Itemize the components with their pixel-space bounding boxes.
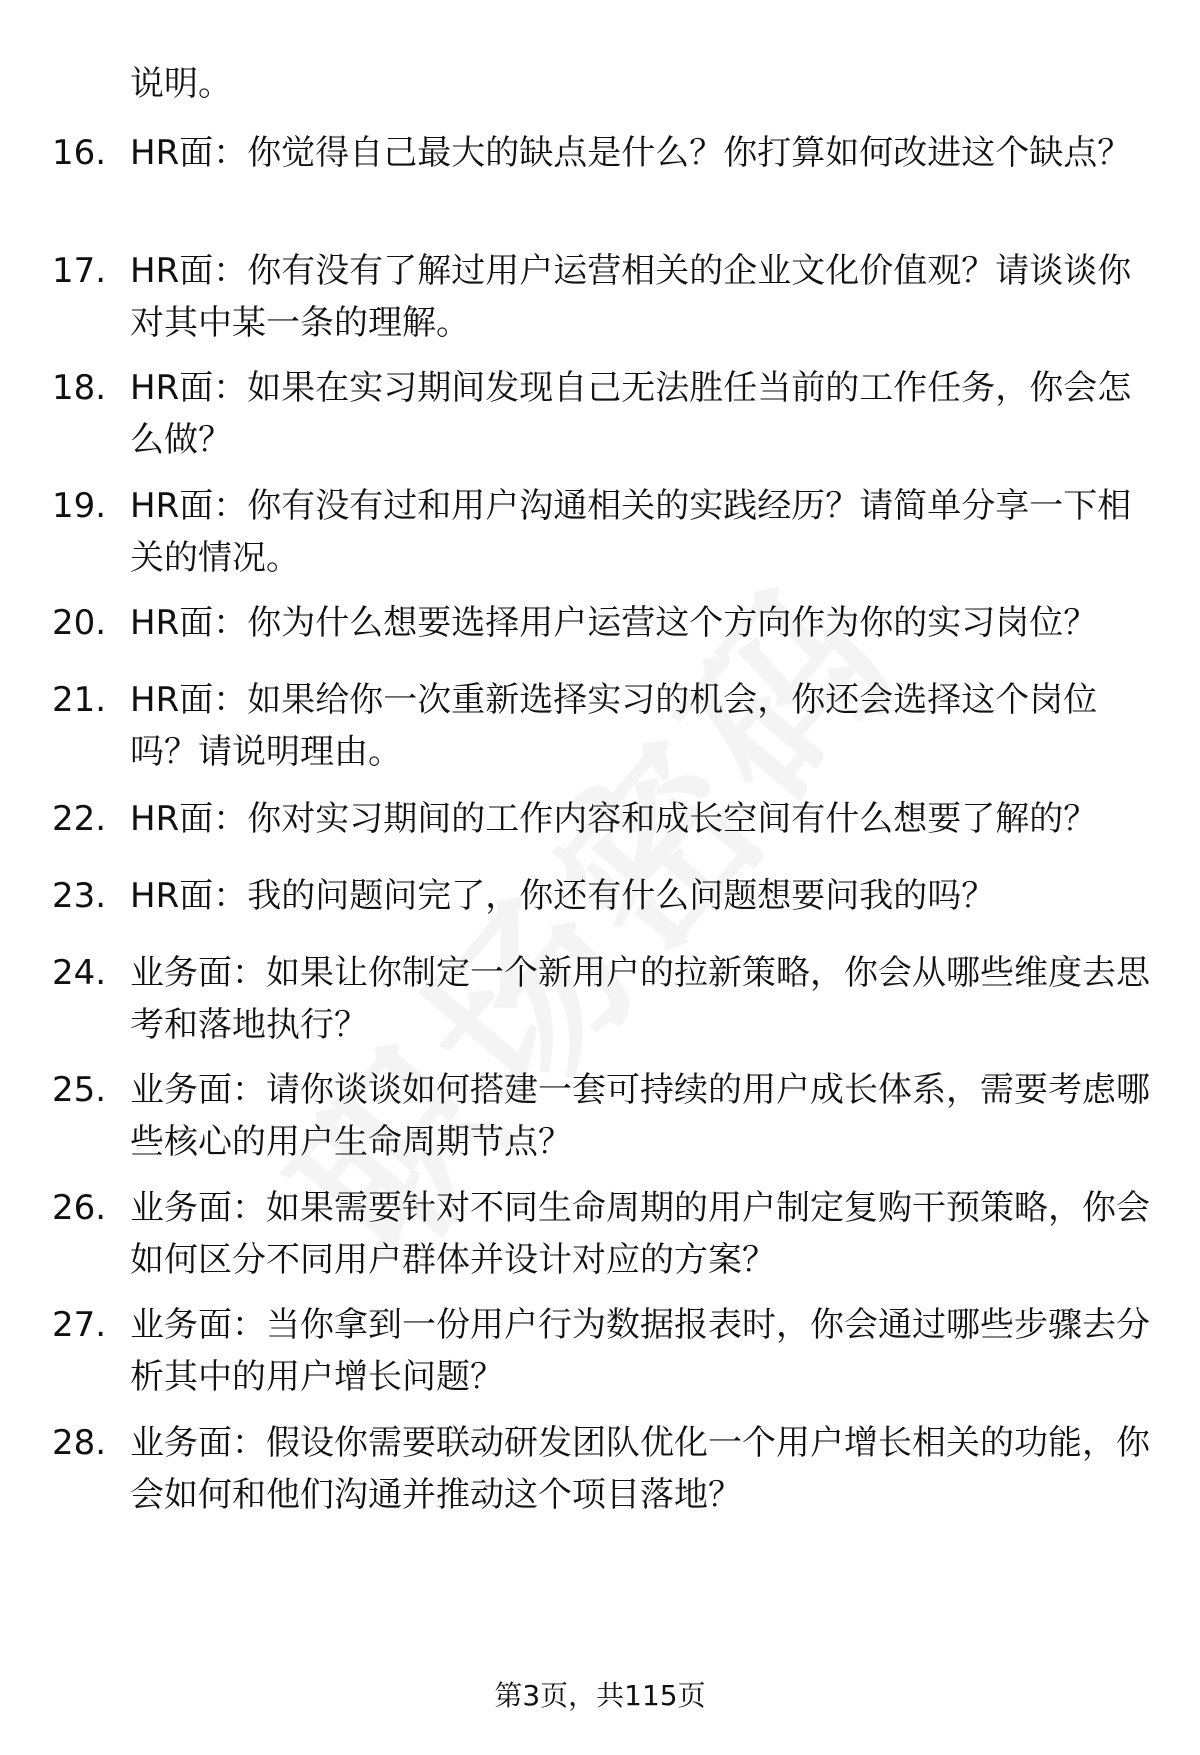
item-number: 23. <box>52 876 107 916</box>
item-text: HR面：如果给你一次重新选择实习的机会，你还会选择这个岗位吗？请说明理由。 <box>130 680 1098 772</box>
page-footer: 第3页，共115页 <box>494 1679 706 1712</box>
item-number: 18. <box>52 368 107 408</box>
item-number: 19. <box>52 486 107 526</box>
item-text: HR面：你有没有过和用户沟通相关的实践经历？请简单分享一下相关的情况。 <box>130 486 1132 578</box>
item-text: HR面：你有没有了解过用户运营相关的企业文化价值观？请谈谈你对其中某一条的理解。 <box>130 251 1132 343</box>
item-number: 24. <box>52 953 107 993</box>
item-text: 业务面：请你谈谈如何搭建一套可持续的用户成长体系，需要考虑哪些核心的用户生命周期节点？ <box>130 1070 1150 1162</box>
item-text: HR面：如果在实习期间发现自己无法胜任当前的工作任务，你会怎么做？ <box>130 368 1132 460</box>
item-text: HR面：你对实习期间的工作内容和成长空间有什么想要了解的？ <box>130 799 1098 839</box>
item-text: 业务面：如果让你制定一个新用户的拉新策略，你会从哪些维度去思考和落地执行？ <box>130 953 1150 1045</box>
item-number: 17. <box>52 251 107 291</box>
item-number: 21. <box>52 680 107 720</box>
item-text: HR面：你觉得自己最大的缺点是什么？你打算如何改进这个缺点？ <box>130 133 1132 173</box>
item-number: 27. <box>52 1305 107 1345</box>
item-number: 20. <box>52 603 107 643</box>
item-number: 16. <box>52 133 107 173</box>
item-text: 业务面：如果需要针对不同生命周期的用户制定复购干预策略，你会如何区分不同用户群体并设计对应的方案？ <box>130 1188 1150 1280</box>
item-number: 22. <box>52 799 107 839</box>
item-number: 28. <box>52 1423 107 1463</box>
item-text: HR面：你为什么想要选择用户运营这个方向作为你的实习岗位？ <box>130 603 1098 643</box>
item-number: 26. <box>52 1188 107 1228</box>
item-text: 业务面：当你拿到一份用户行为数据报表时，你会通过哪些步骤去分析其中的用户增长问题？ <box>130 1305 1150 1397</box>
item-text: HR面：我的问题问完了，你还有什么问题想要问我的吗？ <box>130 876 996 916</box>
item-number: 25. <box>52 1070 107 1110</box>
item-text: 业务面：假设你需要联动研发团队优化一个用户增长相关的功能，你会如何和他们沟通并推动这个项目落地？ <box>130 1423 1150 1515</box>
continuation-text: 说明。 <box>130 64 232 104</box>
